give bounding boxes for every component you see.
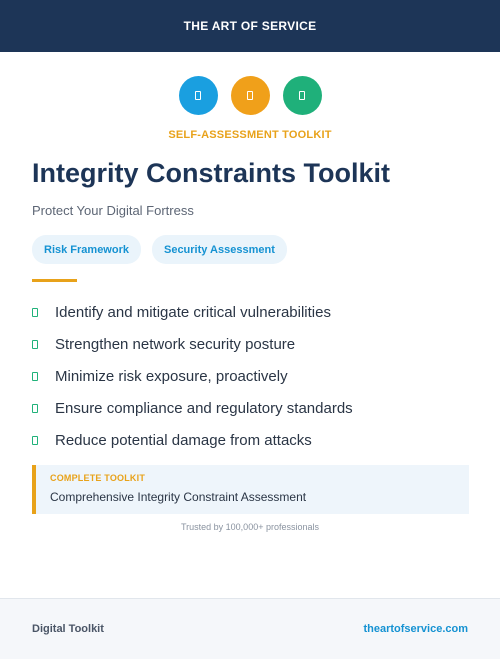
tag-security-assessment: Security Assessment	[152, 235, 287, 264]
tag-list	[32, 235, 287, 264]
benefit-text: Strengthen network security posture	[55, 335, 296, 353]
check-icon	[32, 436, 38, 445]
tag-risk-framework: Risk Framework	[32, 235, 141, 264]
benefit-text: Ensure compliance and regulatory standards	[55, 399, 353, 417]
check-icon	[32, 372, 38, 381]
benefit-item	[32, 328, 353, 360]
toolkit-callout	[32, 465, 469, 514]
benefit-item	[32, 360, 353, 392]
benefit-list	[32, 296, 353, 456]
callout-label: COMPLETE TOOLKIT	[50, 473, 146, 483]
icon-row	[0, 76, 500, 115]
callout-description: Comprehensive Integrity Constraint Assessment	[50, 490, 307, 504]
website-link[interactable]: theartofservice.com	[363, 623, 468, 635]
eyebrow-label: SELF-ASSESSMENT TOOLKIT	[168, 129, 332, 141]
benefit-item	[32, 392, 353, 424]
check-icon	[283, 76, 322, 115]
footer-brand: Digital Toolkit	[32, 623, 104, 635]
header-bar	[0, 0, 500, 52]
benefit-text: Identify and mitigate critical vulnerabilities	[55, 303, 331, 321]
page-subtitle: Protect Your Digital Fortress	[32, 203, 194, 218]
shield-icon	[179, 76, 218, 115]
check-icon	[32, 308, 38, 317]
header-title: THE ART OF SERVICE	[183, 19, 317, 33]
trusted-note: Trusted by 100,000+ professionals	[180, 522, 319, 532]
page-title: Integrity Constraints Toolkit	[32, 158, 391, 188]
benefit-text: Minimize risk exposure, proactively	[55, 367, 288, 385]
accent-divider	[32, 279, 77, 282]
benefit-item	[32, 424, 353, 456]
footer-bar	[0, 598, 500, 659]
check-icon	[32, 404, 38, 413]
check-icon	[32, 340, 38, 349]
benefit-item	[32, 296, 353, 328]
lock-icon	[231, 76, 270, 115]
benefit-text: Reduce potential damage from attacks	[55, 431, 312, 449]
